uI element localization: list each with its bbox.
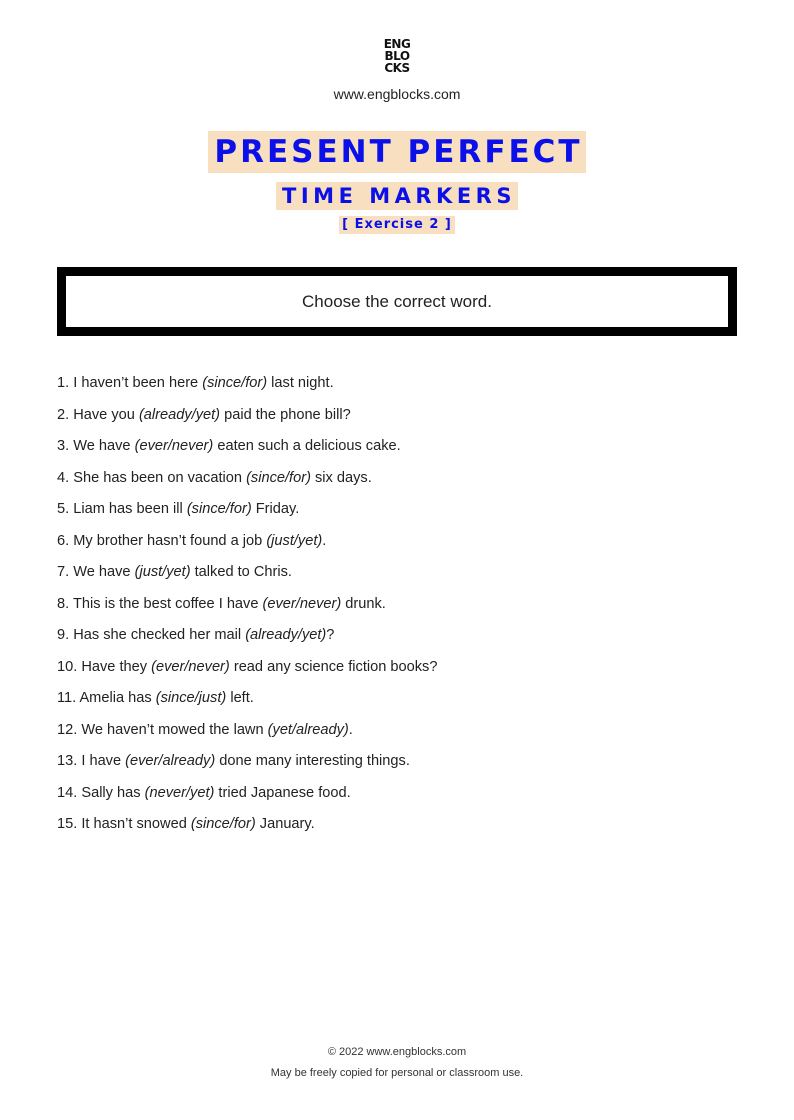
item-text: six days. xyxy=(310,469,372,486)
item-choice: (already/yet) xyxy=(138,406,221,423)
item-text: read any science fiction books? xyxy=(229,658,438,675)
exercise-item xyxy=(57,436,737,468)
exercise-item xyxy=(57,783,737,815)
item-choice: (since/for) xyxy=(190,816,256,832)
subtitle-wrap xyxy=(0,182,794,210)
logo-line: BLO xyxy=(384,49,410,63)
item-text: 14. Sally has xyxy=(57,784,145,801)
exercise-item xyxy=(57,468,737,500)
exercise-item xyxy=(57,373,737,405)
exercise-item xyxy=(57,625,737,657)
item-choice: (yet/already) xyxy=(267,721,349,738)
item-text: 9. Has she checked her mail xyxy=(57,627,246,643)
item-text: 3. We have xyxy=(57,438,135,454)
item-text: 11. Amelia has xyxy=(57,690,156,706)
item-text: Friday. xyxy=(251,501,300,517)
item-text: . xyxy=(348,721,353,738)
engblocks-logo xyxy=(0,38,794,74)
item-choice: (just/yet) xyxy=(134,564,191,580)
item-text: 1. I haven’t been here xyxy=(57,375,203,391)
title-wrap xyxy=(0,131,794,173)
item-text: 8. This is the best coffee I have xyxy=(57,595,263,612)
exercise-item xyxy=(57,751,737,783)
exercise-item xyxy=(57,688,737,720)
item-text: 13. I have xyxy=(57,753,126,769)
item-text: 2. Have you xyxy=(57,406,139,423)
item-text: ? xyxy=(326,627,335,643)
item-choice: (since/just) xyxy=(155,690,227,706)
footer-copyright: © 2022 www.engblocks.com xyxy=(327,1046,467,1058)
item-text: eaten such a delicious cake. xyxy=(213,438,401,454)
instruction-text: Choose the correct word. xyxy=(302,291,492,311)
exercise-item xyxy=(57,720,737,752)
item-text: 15. It hasn’t snowed xyxy=(57,816,191,832)
logo-line: CKS xyxy=(384,61,410,75)
item-choice: (already/yet) xyxy=(245,627,327,643)
item-text: . xyxy=(322,532,327,549)
item-choice: (never/yet) xyxy=(144,784,215,801)
item-text: talked to Chris. xyxy=(190,564,292,580)
item-choice: (since/for) xyxy=(246,469,311,486)
item-text: 5. Liam has been ill xyxy=(57,501,187,517)
instruction-box xyxy=(57,267,737,336)
page-subtitle: TIME MARKERS xyxy=(276,182,518,210)
exercise-item xyxy=(57,405,737,437)
exercise-list xyxy=(57,373,737,846)
page-title: PRESENT PERFECT xyxy=(208,131,585,173)
item-choice: (ever/already) xyxy=(125,753,216,769)
item-text: 7. We have xyxy=(57,564,135,580)
item-text: 12. We haven’t mowed the lawn xyxy=(57,721,268,738)
item-text: drunk. xyxy=(341,595,386,612)
item-choice: (ever/never) xyxy=(134,438,214,454)
exercise-label: [ Exercise 2 ] xyxy=(339,216,455,234)
item-text: 4. She has been on vacation xyxy=(57,469,247,486)
item-choice: (just/yet) xyxy=(266,532,323,549)
item-text: January. xyxy=(255,816,315,832)
item-text: done many interesting things. xyxy=(215,753,410,769)
item-choice: (since/for) xyxy=(202,375,268,391)
item-text: last night. xyxy=(267,375,334,391)
item-choice: (since/for) xyxy=(186,501,252,517)
item-choice: (ever/never) xyxy=(262,595,342,612)
item-text: paid the phone bill? xyxy=(220,406,351,423)
footer-license: May be freely copied for personal or classroom use. xyxy=(270,1067,524,1079)
site-url: www.engblocks.com xyxy=(333,86,461,102)
exercise-item xyxy=(57,562,737,594)
item-text: left. xyxy=(226,690,254,706)
exercise-item xyxy=(57,499,737,531)
logo-line: ENG xyxy=(383,37,411,51)
item-text: tried Japanese food. xyxy=(214,784,351,801)
exercise-item xyxy=(57,814,737,846)
item-text: 6. My brother hasn’t found a job xyxy=(57,532,267,549)
exercise-wrap xyxy=(0,215,794,234)
footer xyxy=(0,1042,794,1084)
item-choice: (ever/never) xyxy=(151,658,230,675)
item-text: 10. Have they xyxy=(57,658,152,675)
exercise-item xyxy=(57,531,737,563)
exercise-item xyxy=(57,594,737,626)
exercise-item xyxy=(57,657,737,689)
